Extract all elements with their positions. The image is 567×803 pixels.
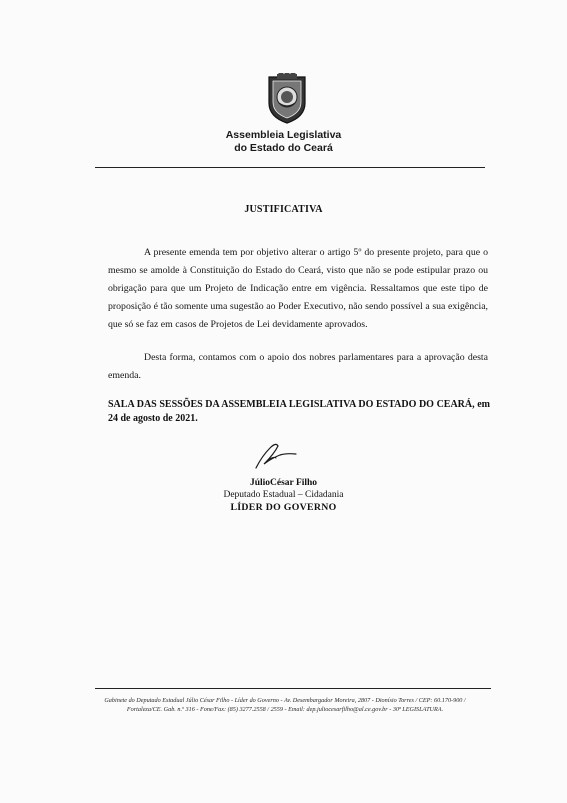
signer-name: JúlioCésar Filho xyxy=(249,478,318,488)
justification-paragraph: A presente emenda tem por objetivo alterar o artigo 5º do presente projeto, para que o mesmo se amolde à Constituição do Estado do Ceará, visto que não se pode estipular prazo ou obrigação para que um Projeto de Indicação entre em vigência. Ressaltamos que este tipo de proposição é tão somente uma sugestão ao Poder Executivo, não sendo possível a sua exigência, que só se faz em casos de Projetos de Lei devidamente aprovados. xyxy=(108,246,488,330)
footer-address-line2: Fortaleza/CE. Gab. n.º 316 - Fone/Fax: (85) 3277.2558 / 2559 - Email: dep.juliocesarfilho@al.ce.gov.br - 30ª LEGISLATURA. xyxy=(126,706,444,713)
document-heading: JUSTIFICATIVA xyxy=(244,204,323,215)
signer-role: Deputado Estadual – Cidadania xyxy=(223,490,344,500)
signer-title: LÍDER DO GOVERNO xyxy=(230,502,337,513)
institution-name-line1: Assembleia Legislativa xyxy=(225,129,342,141)
footer-divider xyxy=(95,688,491,689)
footer-address-line1: Gabinete do Deputado Estadual Júlio César Filho - Líder do Governo - Av. Desembargador Moreira, 2807 - Dionísio Torres / CEP: 60.170-900 / xyxy=(104,697,466,704)
institution-name-line2: do Estado do Ceará xyxy=(234,142,333,154)
session-hall-statement: SALA DAS SESSÕES DA ASSEMBLEIA LEGISLATIVA DO ESTADO DO CEARÁ, em 24 de agosto de 2021. xyxy=(108,399,490,424)
closing-paragraph: Desta forma, contamos com o apoio dos nobres parlamentares para a aprovação desta emenda. xyxy=(108,351,488,381)
handwritten-signature xyxy=(250,438,300,472)
state-coat-of-arms-seal xyxy=(265,73,309,125)
header-divider xyxy=(95,167,485,168)
